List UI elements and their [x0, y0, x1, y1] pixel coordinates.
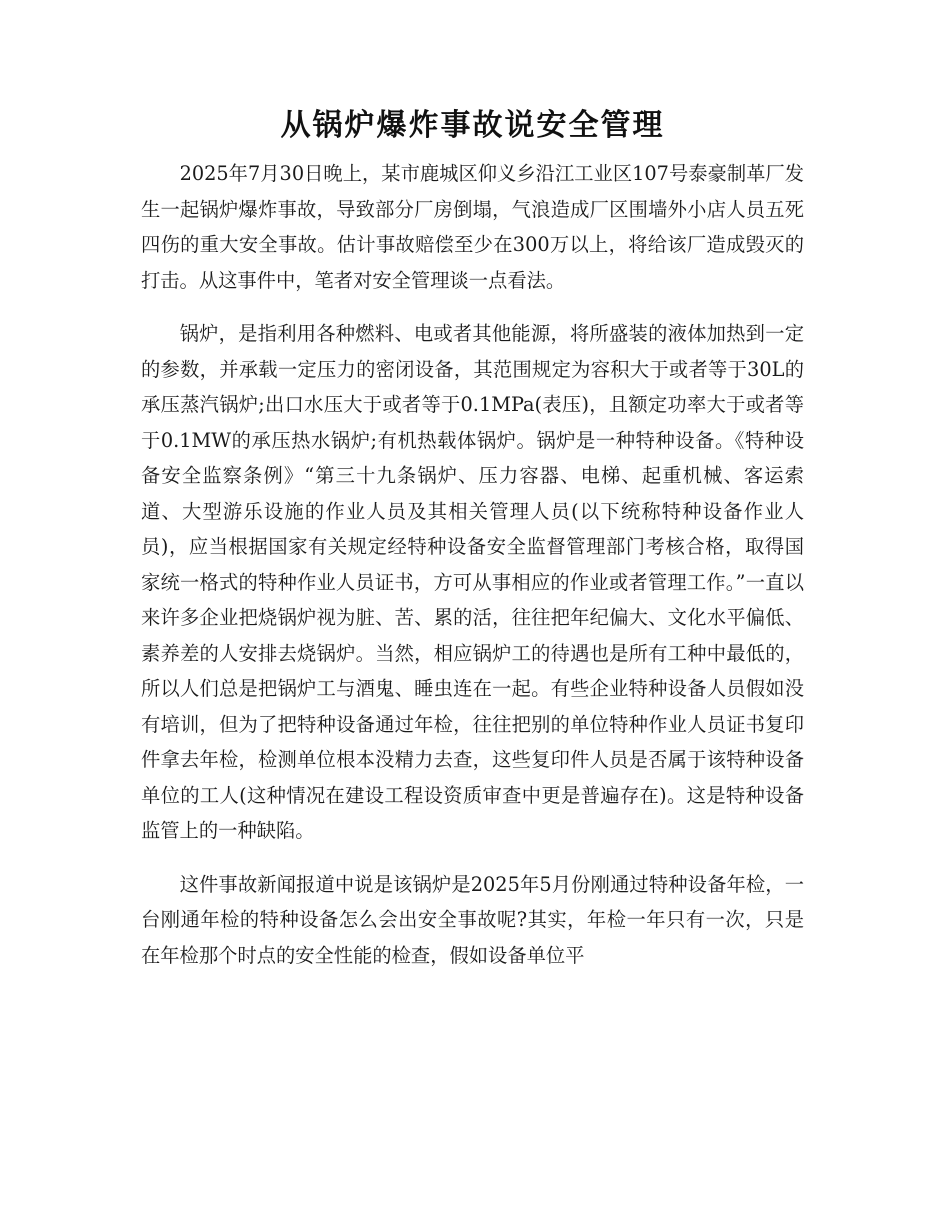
paragraph-annual-inspection: 这件事故新闻报道中说是该锅炉是2025年5月份刚通过特种设备年检，一台刚通年检的特种设备怎么会出安全事故呢?其实，年检一年只有一次，只是在年检那个时点的安全性能的检查，假如设备单位平 — [141, 872, 804, 967]
paragraph-incident: 2025年7月30日晚上，某市鹿城区仰义乡沿江工业区107号泰豪制革厂发生一起锅炉爆炸事故，导致部分厂房倒塌，气浪造成厂区围墙外小店人员五死四伤的重大安全事故。估计事故赔偿至少在300万以上，将给该厂造成毁灭的打击。从这事件中，笔者对安全管理谈一点看法。 — [141, 162, 804, 292]
document-title: 从锅炉爆炸事故说安全管理 — [280, 108, 665, 143]
paragraph-boiler-regulation: 锅炉，是指利用各种燃料、电或者其他能源，将所盛装的液体加热到一定的参数，并承载一定压力的密闭设备，其范围规定为容积大于或者等于30L的承压蒸汽锅炉;出口水压大于或者等于0.1MPa(表压)，且额定功率大于或者等于0.1MW的承压热水锅炉;有机热载体锅炉。锅炉是一种特种设备。《特种设备安全监察条例》“第三十九条锅炉、压力容器、电梯、起重机械、客运索道、大型游乐设施的作业人员及其相关管理人员(以下统称特种设备作业人员)，应当根据国家有关规定经特种设备安全监督管理部门考核合格，取得国家统一格式的特种作业人员证书，方可从事相应的作业或者管理工作。”一直以来许多企业把烧锅炉视为脏、苦、累的活，往往把年纪偏大、文化水平偏低、素养差的人安排去烧锅炉。当然，相应锅炉工的待遇也是所有工种中最低的，所以人们总是把锅炉工与酒鬼、睡虫连在一起。有些企业特种设备人员假如没有培训，但为了把特种设备通过年检，往往把别的单位特种作业人员证书复印件拿去年检，检测单位根本没精力去查，这些复印件人员是否属于该特种设备单位的工人(这种情况在建设工程设资质审查中更是普遍存在)。这是特种设备监管上的一种缺陷。 — [141, 322, 804, 842]
